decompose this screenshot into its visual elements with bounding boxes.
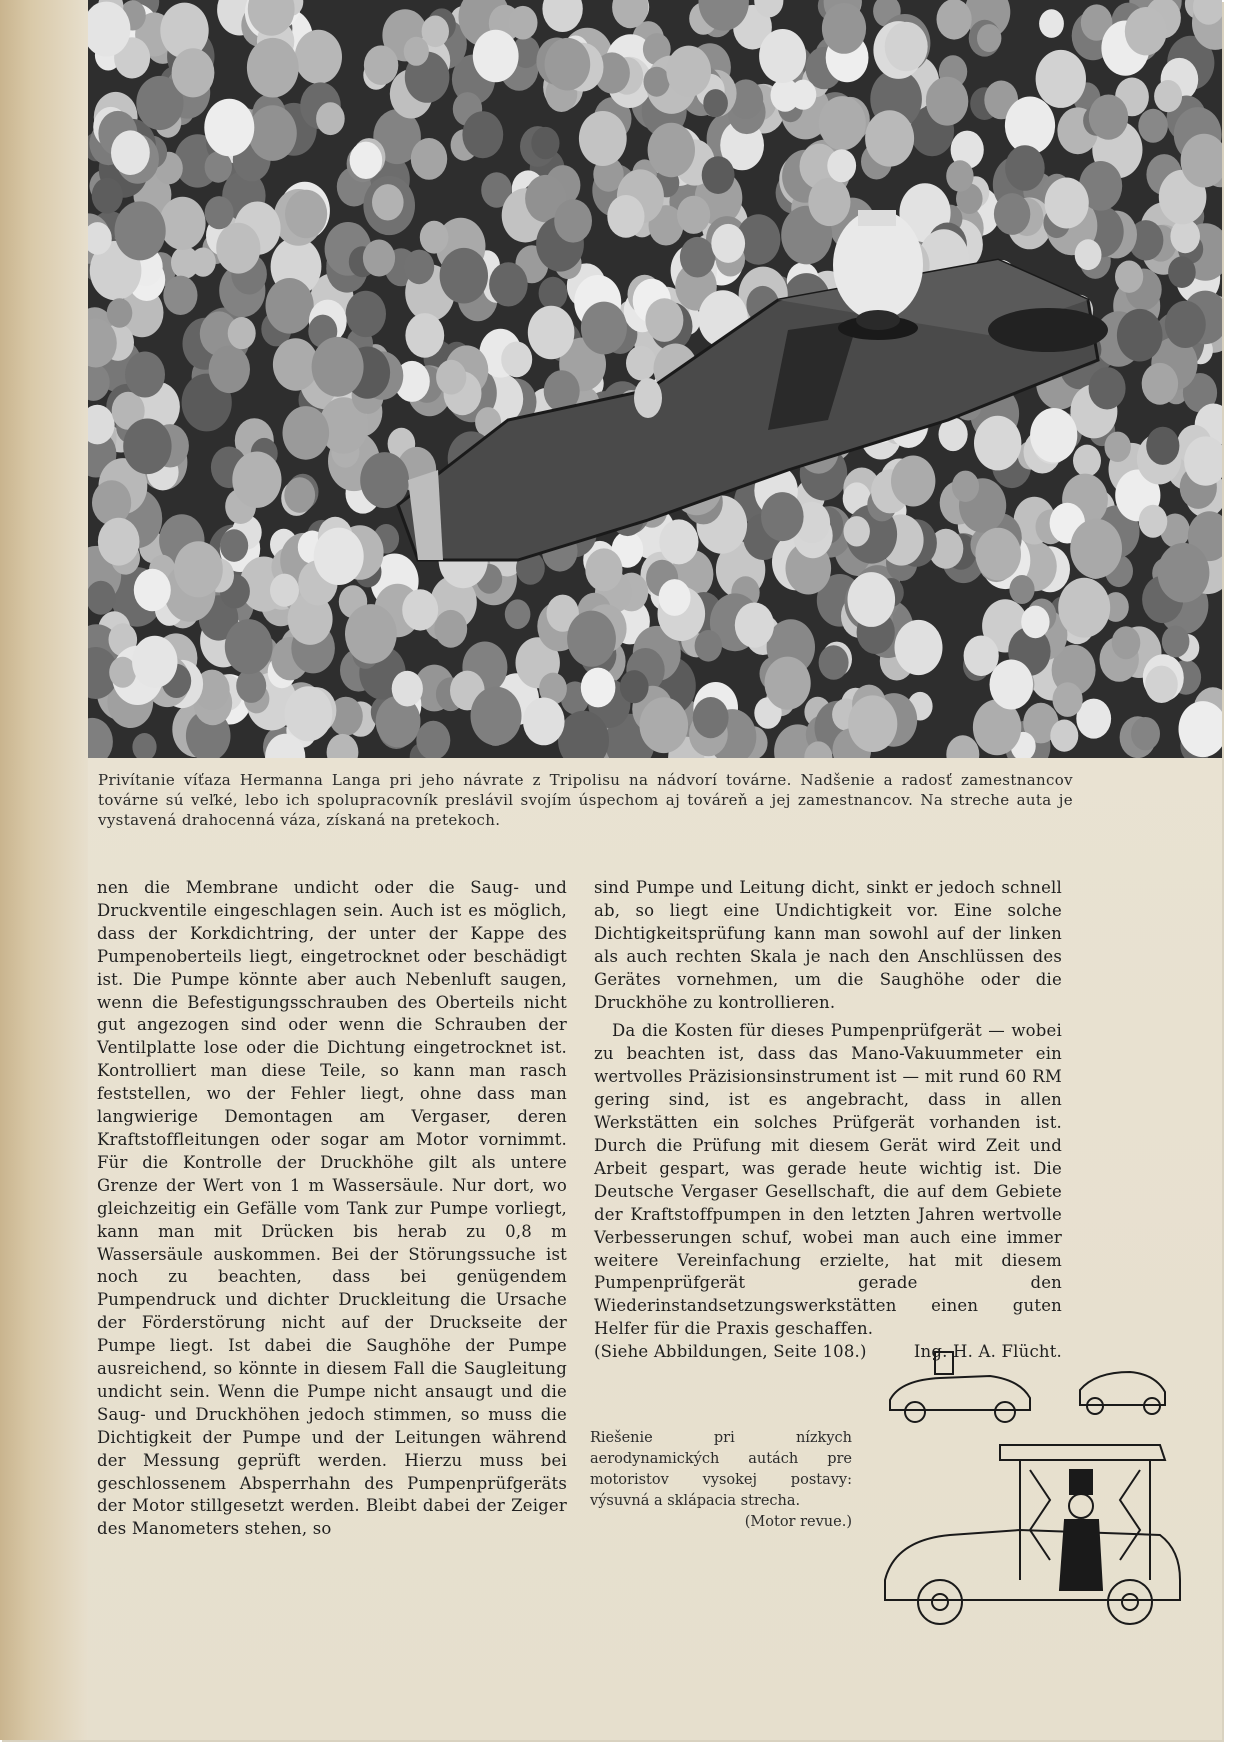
crowd-head xyxy=(440,248,488,304)
crowd-head xyxy=(1112,626,1141,659)
crowd-head xyxy=(790,80,816,110)
crowd-head xyxy=(404,37,429,66)
crowd-head xyxy=(1142,363,1178,405)
crowd-head xyxy=(1053,682,1083,717)
crowd-head xyxy=(248,105,296,161)
crowd-head xyxy=(581,668,616,708)
crowd-head xyxy=(1168,256,1196,288)
crowd-photo-image xyxy=(88,0,1222,758)
crowd-head xyxy=(620,670,649,703)
crowd-head xyxy=(1009,575,1034,604)
crowd-head xyxy=(473,30,519,83)
crowd-head xyxy=(1005,97,1055,155)
crowd-head xyxy=(174,541,223,597)
crowd-head xyxy=(848,695,897,752)
crowd-head xyxy=(695,630,722,662)
crowd-head xyxy=(312,337,364,397)
crowd-head xyxy=(284,477,315,513)
article-column-right xyxy=(594,877,1062,1364)
crowd-head xyxy=(1146,427,1179,465)
crowd-head xyxy=(163,276,197,315)
cartoon-caption-text: Riešenie pri nízkych aerodynamických autách pre motoristov vysokej postavy: výsuvná a sklápacia strecha. xyxy=(590,1430,852,1509)
crowd-head xyxy=(1139,505,1168,538)
crowd-head xyxy=(1058,578,1110,638)
crowd-head xyxy=(680,237,715,278)
crowd-head xyxy=(819,645,849,680)
crowd-head xyxy=(1162,626,1190,658)
crowd-head xyxy=(975,528,1021,581)
crowd-head xyxy=(125,352,165,398)
crowd-head xyxy=(974,416,1021,471)
crowd-head xyxy=(865,110,914,166)
crowd-head xyxy=(607,195,644,238)
crowd-head xyxy=(554,199,592,242)
crowd-head xyxy=(1154,80,1182,112)
crowd-head xyxy=(98,518,140,566)
crowd-head xyxy=(1115,261,1143,293)
crowd-photo xyxy=(88,0,1222,758)
cartoon-caption xyxy=(590,1428,852,1533)
crowd-head xyxy=(765,657,811,710)
crowd-head xyxy=(345,604,397,664)
crowd-head xyxy=(190,248,215,277)
crowd-head xyxy=(659,579,691,616)
crowd-head xyxy=(220,529,248,562)
crowd-head xyxy=(314,528,364,585)
crowd-head xyxy=(895,620,943,675)
crowd-head xyxy=(626,346,656,381)
crowd-head xyxy=(994,193,1030,235)
crowd-head xyxy=(266,278,314,334)
article-column-left xyxy=(97,877,567,1541)
crowd-head xyxy=(225,619,273,674)
crowd-head xyxy=(545,38,591,91)
crowd-head xyxy=(648,123,695,177)
crowd-head xyxy=(508,6,537,40)
crowd-head xyxy=(505,599,531,629)
crowd-head xyxy=(711,224,745,263)
crowd-head xyxy=(1105,432,1131,462)
crowd-head xyxy=(844,516,870,546)
crowd-head xyxy=(1050,720,1078,752)
crowd-head xyxy=(703,89,728,117)
crowd-head xyxy=(528,306,575,360)
crowd-head xyxy=(416,721,450,758)
crowd-head xyxy=(1170,219,1200,253)
crowd-head xyxy=(360,452,409,508)
crowd-head xyxy=(531,127,559,159)
crowd-head xyxy=(659,519,698,564)
crowd-head xyxy=(759,29,806,83)
cartoon-source: (Motor revue.) xyxy=(744,1514,852,1530)
crowd-head xyxy=(1045,178,1089,229)
crowd-head xyxy=(107,298,133,328)
crowd-head xyxy=(693,697,729,738)
crowd-head xyxy=(285,686,333,741)
crowd-head xyxy=(134,569,171,612)
crowd-head xyxy=(822,3,866,54)
crowd-head xyxy=(539,277,568,310)
crowd-head xyxy=(92,178,123,214)
crowd-head xyxy=(436,360,466,395)
crowd-head xyxy=(471,687,522,746)
crowd-head xyxy=(115,201,166,260)
crowd-head xyxy=(228,317,256,349)
crowd-head xyxy=(404,250,434,285)
crowd-head xyxy=(677,196,710,234)
crowd-head xyxy=(489,262,528,306)
crowd-head xyxy=(363,240,395,277)
crowd-head xyxy=(926,77,968,126)
author-name: Ing. H. A. Flücht. xyxy=(913,1342,1062,1362)
crowd-head xyxy=(316,102,345,135)
crowd-head xyxy=(819,96,866,150)
crowd-head xyxy=(1036,50,1086,108)
crowd-head xyxy=(952,471,979,502)
crowd-head xyxy=(1089,367,1126,409)
crowd-head xyxy=(350,142,383,179)
crowd-head xyxy=(405,313,444,358)
crowd-head xyxy=(1117,309,1163,362)
crowd-head xyxy=(501,342,532,378)
photo-caption: Privítanie víťaza Hermanna Langa pri jeho návrate z Tripolisu na nádvorí továrne. Nadšenie a radosť zamestnancov továrne sú veľké, lebo ich spolupracovník preslávil svojím úspechom aj továreň a jej zamestnancov. Na streche auta je vystavená drahocenná váza, získaná na pretekoch. xyxy=(98,771,1073,829)
crowd-head xyxy=(402,589,438,630)
crowd-head xyxy=(1021,606,1049,639)
crowd-head xyxy=(1138,109,1168,143)
crowd-head xyxy=(392,671,423,707)
crowd-head xyxy=(1145,666,1178,703)
crowd-head xyxy=(92,480,131,525)
crowd-head xyxy=(411,138,447,180)
crowd-head xyxy=(283,406,330,460)
crowd-head xyxy=(270,574,299,607)
page-edge xyxy=(0,0,88,1740)
crowd-head xyxy=(523,698,565,746)
crowd-head xyxy=(808,178,850,226)
crowd-head xyxy=(891,456,935,507)
crowd-head xyxy=(346,291,386,337)
crowd-head xyxy=(1030,408,1077,462)
crowd-head xyxy=(1073,445,1101,477)
crowd-head xyxy=(885,22,928,71)
crowd-head xyxy=(111,130,150,175)
crowd-head xyxy=(990,660,1034,710)
crowd-head xyxy=(666,46,711,97)
crowd-head xyxy=(1125,7,1167,55)
crowd-head xyxy=(1131,717,1160,750)
crowd-head xyxy=(285,190,327,238)
crowd-head xyxy=(216,223,260,274)
crowd-head xyxy=(160,3,208,59)
article-paragraph: nen die Membrane undicht oder die Saug- und Druckventile eingeschlagen sein. Auch ist es möglich, dass der Korkdichtring, der unter der Kappe des Pumpenoberteils liegt, eingetrocknet oder beschädigt ist. Die Pumpe könnte aber auch Nebenluft saugen, wenn die Befestigungsschrauben des Oberteils nicht gut angezogen sind oder wenn die Schrauben der Ventilplatte lose oder die Dichtung eingetrocknet ist. Kontrolliert man diese Teile, so kann man rasch feststellen, wo der Fehler liegt, ohne dass man langwierige Demontagen am Vergaser, deren Kraftstoffleitungen oder sogar am Motor vornimmt. Für die Kontrolle der Druckhöhe gilt als untere Grenze der Wert von 1 m Wassersäule. Nur dort, wo gleichzeitig ein Gefälle vom Tank zur Pumpe vorliegt, kann man mit Drücken bis herab zu 0,8 m Wassersäule auskommen. Bei der Störungssuche ist noch zu beachten, dass bei genügendem Pumpendruck und dichter Druckleitung die Ursache der Förderstörung nicht auf der Druckseite der Pumpe liegt. Ist dabei die Saughöhe der Pumpe ausreichend, so könnte in diesem Fall die Saugleitung undicht sein. Wenn die Pumpe nicht ansaugt und die Saug- und Druckhöhen jedoch stimmen, so muss die Dichtigkeit der Pumpe und der Leitungen während der Messung geprüft werden. Hierzu muss bei geschlossenem Absperrhahn des Pumpenprüfgeräts der Motor stillgesetzt werden. Bleibt dabei der Zeiger des Manometers stehen, so xyxy=(97,878,567,1539)
crowd-head xyxy=(977,24,1001,52)
crowd-head xyxy=(273,338,319,390)
crowd-head xyxy=(372,184,404,220)
crowd-head xyxy=(204,99,254,157)
crowd-head xyxy=(1039,9,1064,38)
crowd-head xyxy=(205,196,234,229)
crowd-head xyxy=(1070,519,1122,579)
crowd-head xyxy=(567,611,616,667)
crowd-head xyxy=(645,298,683,342)
crowd-head xyxy=(579,111,627,166)
crowd-head xyxy=(848,572,896,627)
crowd-head xyxy=(209,346,250,394)
crowd-head xyxy=(1075,239,1102,270)
cartoon-illustration xyxy=(880,1350,1210,1650)
crowd-head xyxy=(420,221,449,254)
car-cartoon-drawing xyxy=(880,1350,1210,1650)
article-paragraph: Da die Kosten für dieses Pumpenprüfgerät — wobei zu beachten ist, dass das Mano-Vakuummeter ein wertvolles Präzisionsinstrument ist — mit rund 60 RM gering sind, ist es angebracht, dass in allen Werkstätten ein solches Prüfgerät vorhanden ist. Durch die Prüfung mit diesem Gerät wird Zeit und Arbeit gespart, was gerade heute wichtig ist. Die Deutsche Vergaser Gesellschaft, die auf dem Gebiete der Kraftstoffpumpen in den letzten Jahren wertvolle Verbesserungen schuf, wobei man auch eine immer weitere Vereinfachung erzielte, hat mit diesem Pumpenprüfgerät gerade den Wiederinstandsetzungswerkstätten einen guten Helfer für die Praxis geschaffen. xyxy=(594,1021,1062,1339)
crowd-head xyxy=(123,419,171,475)
crowd-head xyxy=(761,492,804,541)
crowd-head xyxy=(1089,95,1128,140)
crowd-head xyxy=(462,111,503,158)
crowd-head xyxy=(644,67,670,97)
crowd-head xyxy=(581,302,627,355)
crowd-head xyxy=(946,160,973,191)
crowd-head xyxy=(232,452,281,508)
crowd-head xyxy=(132,636,177,688)
crowd-head xyxy=(735,603,774,648)
crowd-head xyxy=(964,636,999,677)
article-paragraph: sind Pumpe und Leitung dicht, sinkt er jedoch schnell ab, so liegt eine Undichtigkeit vor. Eine solche Dichtigkeitsprüfung kann man sowohl auf der linken als auch rechten Skala je nach den Anschlüssen des Gerätes vornehmen, um die Saughöhe oder die Druckhöhe zu kontrollieren. xyxy=(594,878,1062,1012)
figure-reference: (Siehe Abbildungen, Seite 108.) xyxy=(594,1342,867,1362)
crowd-head xyxy=(1165,301,1206,348)
crowd-head xyxy=(585,548,622,591)
crowd-head xyxy=(295,30,342,84)
crowd-head xyxy=(702,156,735,194)
crowd-head xyxy=(827,149,856,182)
crowd-head xyxy=(172,48,215,97)
crowd-head xyxy=(1158,543,1210,603)
crowd-head xyxy=(247,38,299,98)
crowd-head xyxy=(159,197,205,250)
crowd-head xyxy=(434,610,467,648)
crowd-head xyxy=(364,45,398,85)
crowd-head xyxy=(640,697,689,753)
crowd-head xyxy=(937,0,972,40)
crowd-head xyxy=(1005,145,1045,191)
